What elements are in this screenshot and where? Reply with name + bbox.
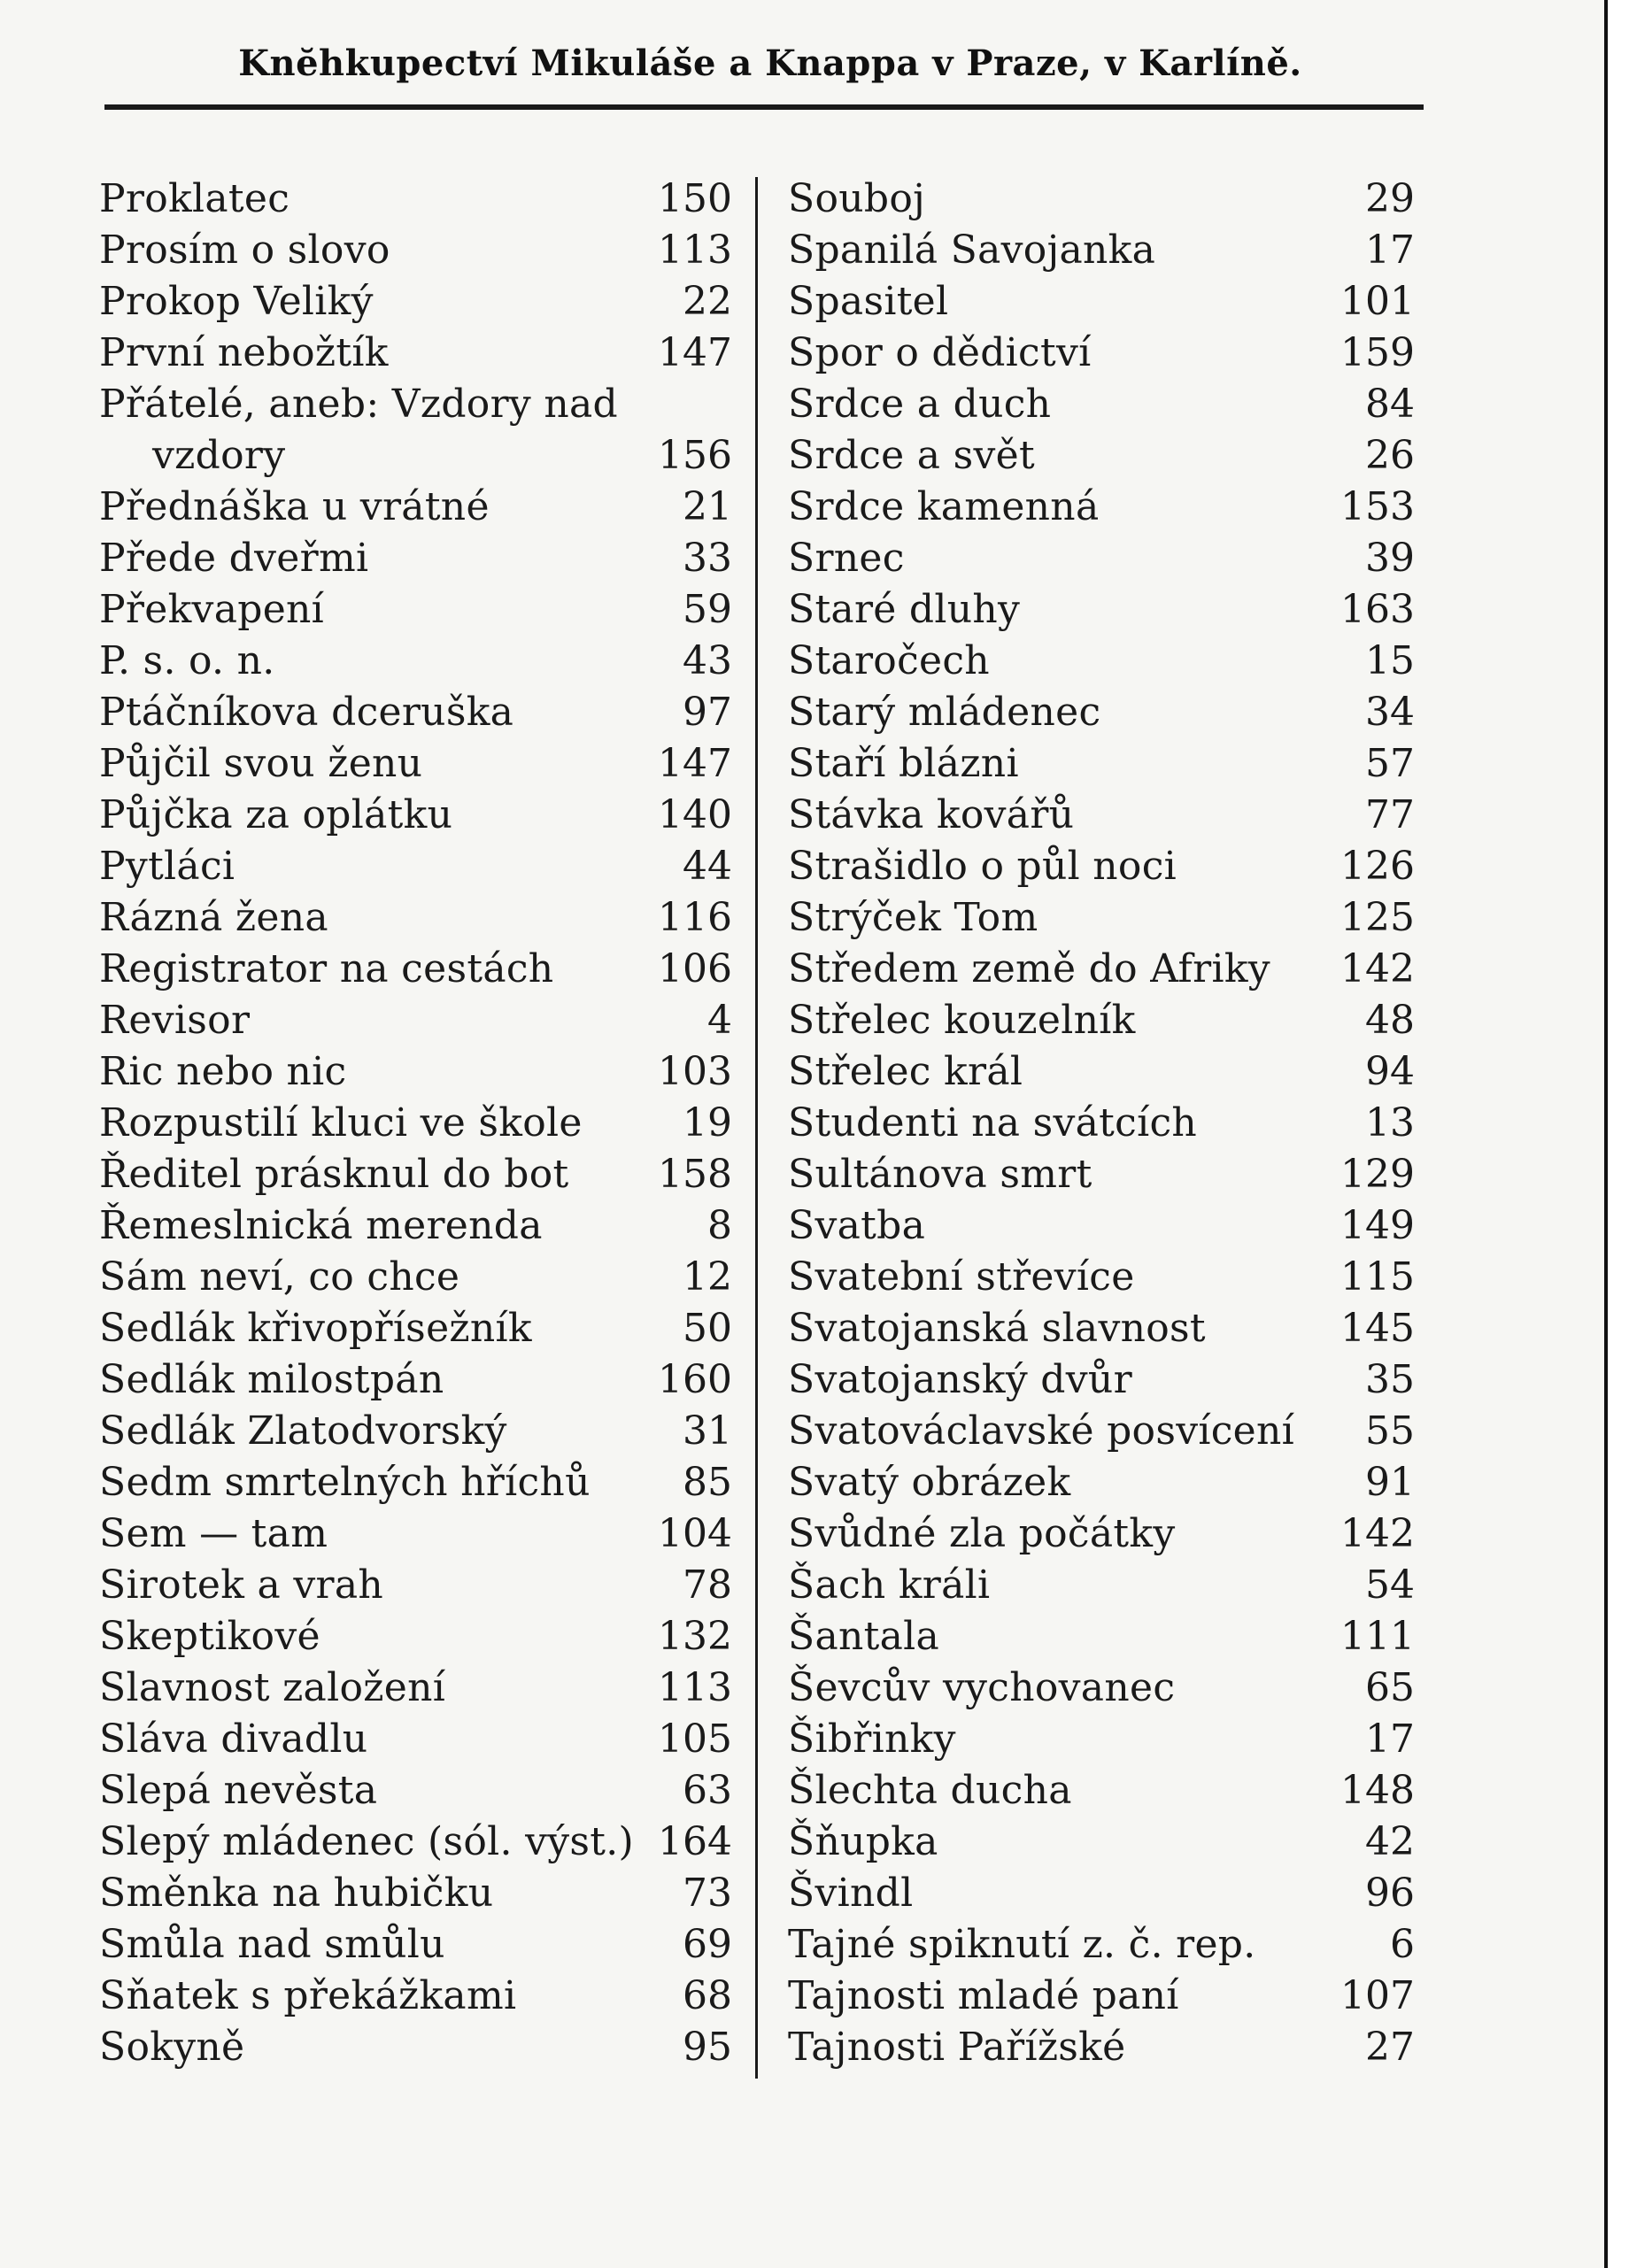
entry-page-number: 44 (683, 844, 732, 889)
index-entry (99, 841, 732, 892)
entry-page-number: 84 (1365, 382, 1415, 427)
index-entry (99, 1354, 732, 1406)
entry-page-number: 101 (1340, 279, 1415, 324)
index-entry (99, 944, 732, 995)
index-entry (788, 1457, 1415, 1508)
index-entry (788, 944, 1415, 995)
entry-page-number: 103 (658, 1049, 732, 1094)
index-entry (788, 1149, 1415, 1200)
entry-page-number: 113 (658, 1665, 732, 1710)
index-entry (99, 687, 732, 738)
entry-title: Skeptikové (99, 1614, 320, 1659)
entry-title: Sem — tam (99, 1511, 328, 1556)
entry-title: Svatojanský dvůr (788, 1357, 1132, 1402)
entry-page-number: 94 (1365, 1049, 1415, 1094)
entry-page-number: 159 (1340, 330, 1415, 375)
column-divider (755, 177, 758, 2079)
entry-title: Svatba (788, 1203, 926, 1248)
entry-page-number: 150 (658, 176, 732, 221)
entry-title: Strýček Tom (788, 895, 1038, 940)
index-entry (99, 1406, 732, 1457)
entry-title: Srdce kamenná (788, 484, 1100, 529)
entry-page-number: 149 (1340, 1203, 1415, 1248)
entry-page-number: 55 (1365, 1408, 1415, 1454)
entry-page-number: 4 (707, 998, 732, 1043)
entry-title: Prosím o slovo (99, 228, 390, 273)
entry-page-number: 12 (683, 1254, 732, 1300)
entry-page-number: 31 (683, 1408, 732, 1454)
entry-title: Sám neví, co chce (99, 1254, 460, 1300)
entry-title: Tajnosti Pařížské (788, 2025, 1126, 2070)
entry-page-number: 48 (1365, 998, 1415, 1043)
entry-page-number: 156 (658, 433, 732, 478)
index-entry (788, 584, 1415, 636)
entry-title: Rozpustilí kluci ve škole (99, 1100, 583, 1146)
entry-page-number: 33 (683, 536, 732, 581)
entry-page-number: 15 (1365, 638, 1415, 683)
index-entry (99, 995, 732, 1046)
entry-page-number: 35 (1365, 1357, 1415, 1402)
entry-page-number: 163 (1340, 587, 1415, 632)
entry-page-number: 113 (658, 228, 732, 273)
entry-title: Pytláci (99, 844, 235, 889)
entry-title: Půjčil svou ženu (99, 741, 423, 786)
index-entry (788, 1662, 1415, 1714)
index-entry (99, 1560, 732, 1611)
entry-title: Srdce a duch (788, 382, 1052, 427)
index-entry (788, 790, 1415, 841)
entry-page-number: 26 (1365, 433, 1415, 478)
entry-title: Šibřinky (788, 1716, 956, 1762)
entry-page-number: 125 (1340, 895, 1415, 940)
entry-page-number: 142 (1340, 1511, 1415, 1556)
entry-page-number: 106 (658, 946, 732, 991)
index-entry (788, 1252, 1415, 1303)
index-entry (788, 1098, 1415, 1149)
index-entry (788, 1714, 1415, 1765)
entry-title: Slavnost založení (99, 1665, 446, 1710)
entry-page-number: 147 (658, 330, 732, 375)
entry-page-number: 57 (1365, 741, 1415, 786)
entry-title: Strašidlo o půl noci (788, 844, 1177, 889)
entry-page-number: 68 (683, 1973, 732, 2018)
entry-title: Půjčka za oplátku (99, 792, 453, 837)
entry-title: Přátelé, aneb: Vzdory nad (99, 382, 618, 427)
entry-title: Střelec kouzelník (788, 998, 1136, 1043)
index-entry (788, 379, 1415, 430)
entry-page-number: 160 (658, 1357, 732, 1402)
entry-title: První nebožtík (99, 330, 389, 375)
index-entry (99, 1457, 732, 1508)
entry-title: Prokop Veliký (99, 279, 374, 324)
index-entry (99, 1149, 732, 1200)
entry-title: Stávka kovářů (788, 792, 1075, 837)
entry-title: Staročech (788, 638, 990, 683)
left-index-column (99, 174, 732, 2073)
entry-page-number: 115 (1340, 1254, 1415, 1300)
index-entry (788, 1868, 1415, 1919)
entry-title: Sláva divadlu (99, 1716, 368, 1762)
entry-title: Staří blázni (788, 741, 1019, 786)
entry-page-number: 6 (1390, 1922, 1415, 1967)
index-entry (99, 1303, 732, 1354)
index-entry (99, 482, 732, 533)
entry-title: Přede dveřmi (99, 536, 369, 581)
index-entry (788, 1560, 1415, 1611)
entry-page-number: 39 (1365, 536, 1415, 581)
entry-title: Šňupka (788, 1819, 938, 1864)
entry-title: Ředitel prásknul do bot (99, 1152, 569, 1197)
entry-page-number: 17 (1365, 1716, 1415, 1762)
index-entry (788, 1919, 1415, 1971)
entry-title: Ptáčníkova dceruška (99, 690, 514, 735)
index-entry (788, 636, 1415, 687)
entry-title: Šantala (788, 1614, 940, 1659)
entry-page-number: 29 (1365, 176, 1415, 221)
entry-title: Sultánova smrt (788, 1152, 1092, 1197)
entry-title: Tajné spiknutí z. č. rep. (788, 1922, 1256, 1967)
index-entry (788, 841, 1415, 892)
entry-page-number: 116 (658, 895, 732, 940)
index-entry (788, 1303, 1415, 1354)
index-entry (99, 1611, 732, 1662)
index-entry (99, 174, 732, 225)
entry-page-number: 85 (683, 1460, 732, 1505)
index-entry (99, 1508, 732, 1560)
entry-title: Svatováclavské posvícení (788, 1408, 1295, 1454)
entry-page-number: 126 (1340, 844, 1415, 889)
entry-page-number: 42 (1365, 1819, 1415, 1864)
index-entry (99, 1252, 732, 1303)
entry-title: Spor o dědictví (788, 330, 1092, 375)
index-entry (99, 2022, 732, 2073)
entry-page-number: 17 (1365, 228, 1415, 273)
entry-page-number: 63 (683, 1768, 732, 1813)
index-entry (788, 738, 1415, 790)
entry-page-number: 96 (1365, 1871, 1415, 1916)
entry-page-number: 105 (658, 1716, 732, 1762)
entry-title: Sedm smrtelných hříchů (99, 1460, 591, 1505)
index-entry (99, 430, 732, 482)
entry-page-number: 43 (683, 638, 732, 683)
entry-page-number: 22 (683, 279, 732, 324)
index-entry (788, 482, 1415, 533)
entry-page-number: 153 (1340, 484, 1415, 529)
entry-page-number: 95 (683, 2025, 732, 2070)
index-entry (788, 1971, 1415, 2022)
entry-page-number: 8 (707, 1203, 732, 1248)
entry-title: Sedlák milostpán (99, 1357, 444, 1402)
entry-title: Smůla nad smůlu (99, 1922, 445, 1967)
entry-page-number: 132 (658, 1614, 732, 1659)
index-entry (788, 1406, 1415, 1457)
entry-title: Přednáška u vrátné (99, 484, 490, 529)
entry-title: Směnka na hubičku (99, 1871, 494, 1916)
entry-title: Sokyně (99, 2025, 245, 2070)
entry-title: Svatební střevíce (788, 1254, 1135, 1300)
entry-title: Švindl (788, 1871, 914, 1916)
entry-title: Staré dluhy (788, 587, 1021, 632)
header-rule (104, 104, 1424, 110)
entry-title: Srdce a svět (788, 433, 1035, 478)
entry-title: Šlechta ducha (788, 1768, 1072, 1813)
entry-page-number: 111 (1340, 1614, 1415, 1659)
index-entry (788, 892, 1415, 944)
index-entry (99, 584, 732, 636)
entry-title: Svatý obrázek (788, 1460, 1071, 1505)
entry-title: Slepý mládenec (sól. výst.) (99, 1819, 635, 1864)
entry-title: Sedlák Zlatodvorský (99, 1408, 507, 1454)
entry-page-number: 13 (1365, 1100, 1415, 1146)
entry-page-number: 107 (1340, 1973, 1415, 2018)
entry-title: Sňatek s překážkami (99, 1973, 517, 2018)
entry-title: P. s. o. n. (99, 638, 275, 683)
index-entry (788, 225, 1415, 276)
publisher-header: Knĕhkupectví Mikuláše a Knappa v Praze, v Karlíně. (238, 42, 1302, 84)
entry-page-number: 147 (658, 741, 732, 786)
entry-title: Sirotek a vrah (99, 1562, 383, 1608)
entry-title: Souboj (788, 176, 926, 221)
entry-page-number: 129 (1340, 1152, 1415, 1197)
entry-title: Spanilá Savojanka (788, 228, 1156, 273)
entry-title: Překvapení (99, 587, 325, 632)
entry-title: Spasitel (788, 279, 949, 324)
index-entry (99, 379, 732, 430)
entry-page-number: 69 (683, 1922, 732, 1967)
index-entry (99, 533, 732, 584)
index-entry (99, 1765, 732, 1817)
index-entry (788, 174, 1415, 225)
entry-title: Slepá nevěsta (99, 1768, 378, 1813)
entry-page-number: 77 (1365, 792, 1415, 837)
index-entry (99, 738, 732, 790)
entry-title: Proklatec (99, 176, 290, 221)
index-entry (99, 276, 732, 328)
entry-title: Svatojanská slavnost (788, 1306, 1206, 1351)
entry-page-number: 164 (658, 1819, 732, 1864)
entry-page-number: 27 (1365, 2025, 1415, 2070)
entry-title: Studenti na svátcích (788, 1100, 1198, 1146)
entry-page-number: 140 (658, 792, 732, 837)
index-entry (788, 1354, 1415, 1406)
entry-title: Tajnosti mladé paní (788, 1973, 1179, 2018)
entry-page-number: 91 (1365, 1460, 1415, 1505)
index-entry (788, 1200, 1415, 1252)
entry-title: Ševcův vychovanec (788, 1665, 1176, 1710)
entry-title: Srnec (788, 536, 905, 581)
index-entry (99, 1098, 732, 1149)
entry-page-number: 97 (683, 690, 732, 735)
index-entry (788, 687, 1415, 738)
entry-page-number: 78 (683, 1562, 732, 1608)
entry-page-number: 59 (683, 587, 732, 632)
index-entry (788, 328, 1415, 379)
entry-page-number: 142 (1340, 946, 1415, 991)
entry-title: Starý mládenec (788, 690, 1101, 735)
index-entry (99, 1714, 732, 1765)
entry-title: Registrator na cestách (99, 946, 554, 991)
right-index-column (788, 174, 1415, 2073)
index-entry (99, 790, 732, 841)
entry-page-number: 19 (683, 1100, 732, 1146)
entry-page-number: 54 (1365, 1562, 1415, 1608)
index-entry (788, 1046, 1415, 1098)
entry-page-number: 73 (683, 1871, 732, 1916)
index-entry (99, 328, 732, 379)
index-entry (788, 1508, 1415, 1560)
entry-page-number: 21 (683, 484, 732, 529)
index-entry (99, 1046, 732, 1098)
index-entry (99, 1662, 732, 1714)
index-entry (788, 995, 1415, 1046)
index-entry (99, 1868, 732, 1919)
entry-title: Revisor (99, 998, 251, 1043)
entry-page-number: 158 (658, 1152, 732, 1197)
index-entry (99, 1971, 732, 2022)
index-entry (99, 1817, 732, 1868)
index-entry (99, 1200, 732, 1252)
entry-title: Ric nebo nic (99, 1049, 347, 1094)
index-entry (788, 1817, 1415, 1868)
entry-page-number: 34 (1365, 690, 1415, 735)
index-entry (788, 2022, 1415, 2073)
index-entry (99, 892, 732, 944)
entry-title: Střelec král (788, 1049, 1023, 1094)
entry-page-number: 50 (683, 1306, 732, 1351)
entry-page-number: 145 (1340, 1306, 1415, 1351)
entry-page-number: 104 (658, 1511, 732, 1556)
index-entry (788, 276, 1415, 328)
entry-page-number: 65 (1365, 1665, 1415, 1710)
index-entry (788, 430, 1415, 482)
entry-title: Šach králi (788, 1562, 991, 1608)
index-entry (788, 533, 1415, 584)
entry-title: Řemeslnická merenda (99, 1203, 543, 1248)
index-entry (99, 1919, 732, 1971)
entry-title: Svůdné zla počátky (788, 1511, 1176, 1556)
entry-title: Středem země do Afriky (788, 946, 1270, 991)
index-entry (99, 636, 732, 687)
entry-title: Rázná žena (99, 895, 328, 940)
entry-title: Sedlák křivopřísežník (99, 1306, 532, 1351)
index-entry (788, 1611, 1415, 1662)
index-entry (788, 1765, 1415, 1817)
entry-title: vzdory (152, 433, 286, 478)
entry-page-number: 148 (1340, 1768, 1415, 1813)
index-entry (99, 225, 732, 276)
